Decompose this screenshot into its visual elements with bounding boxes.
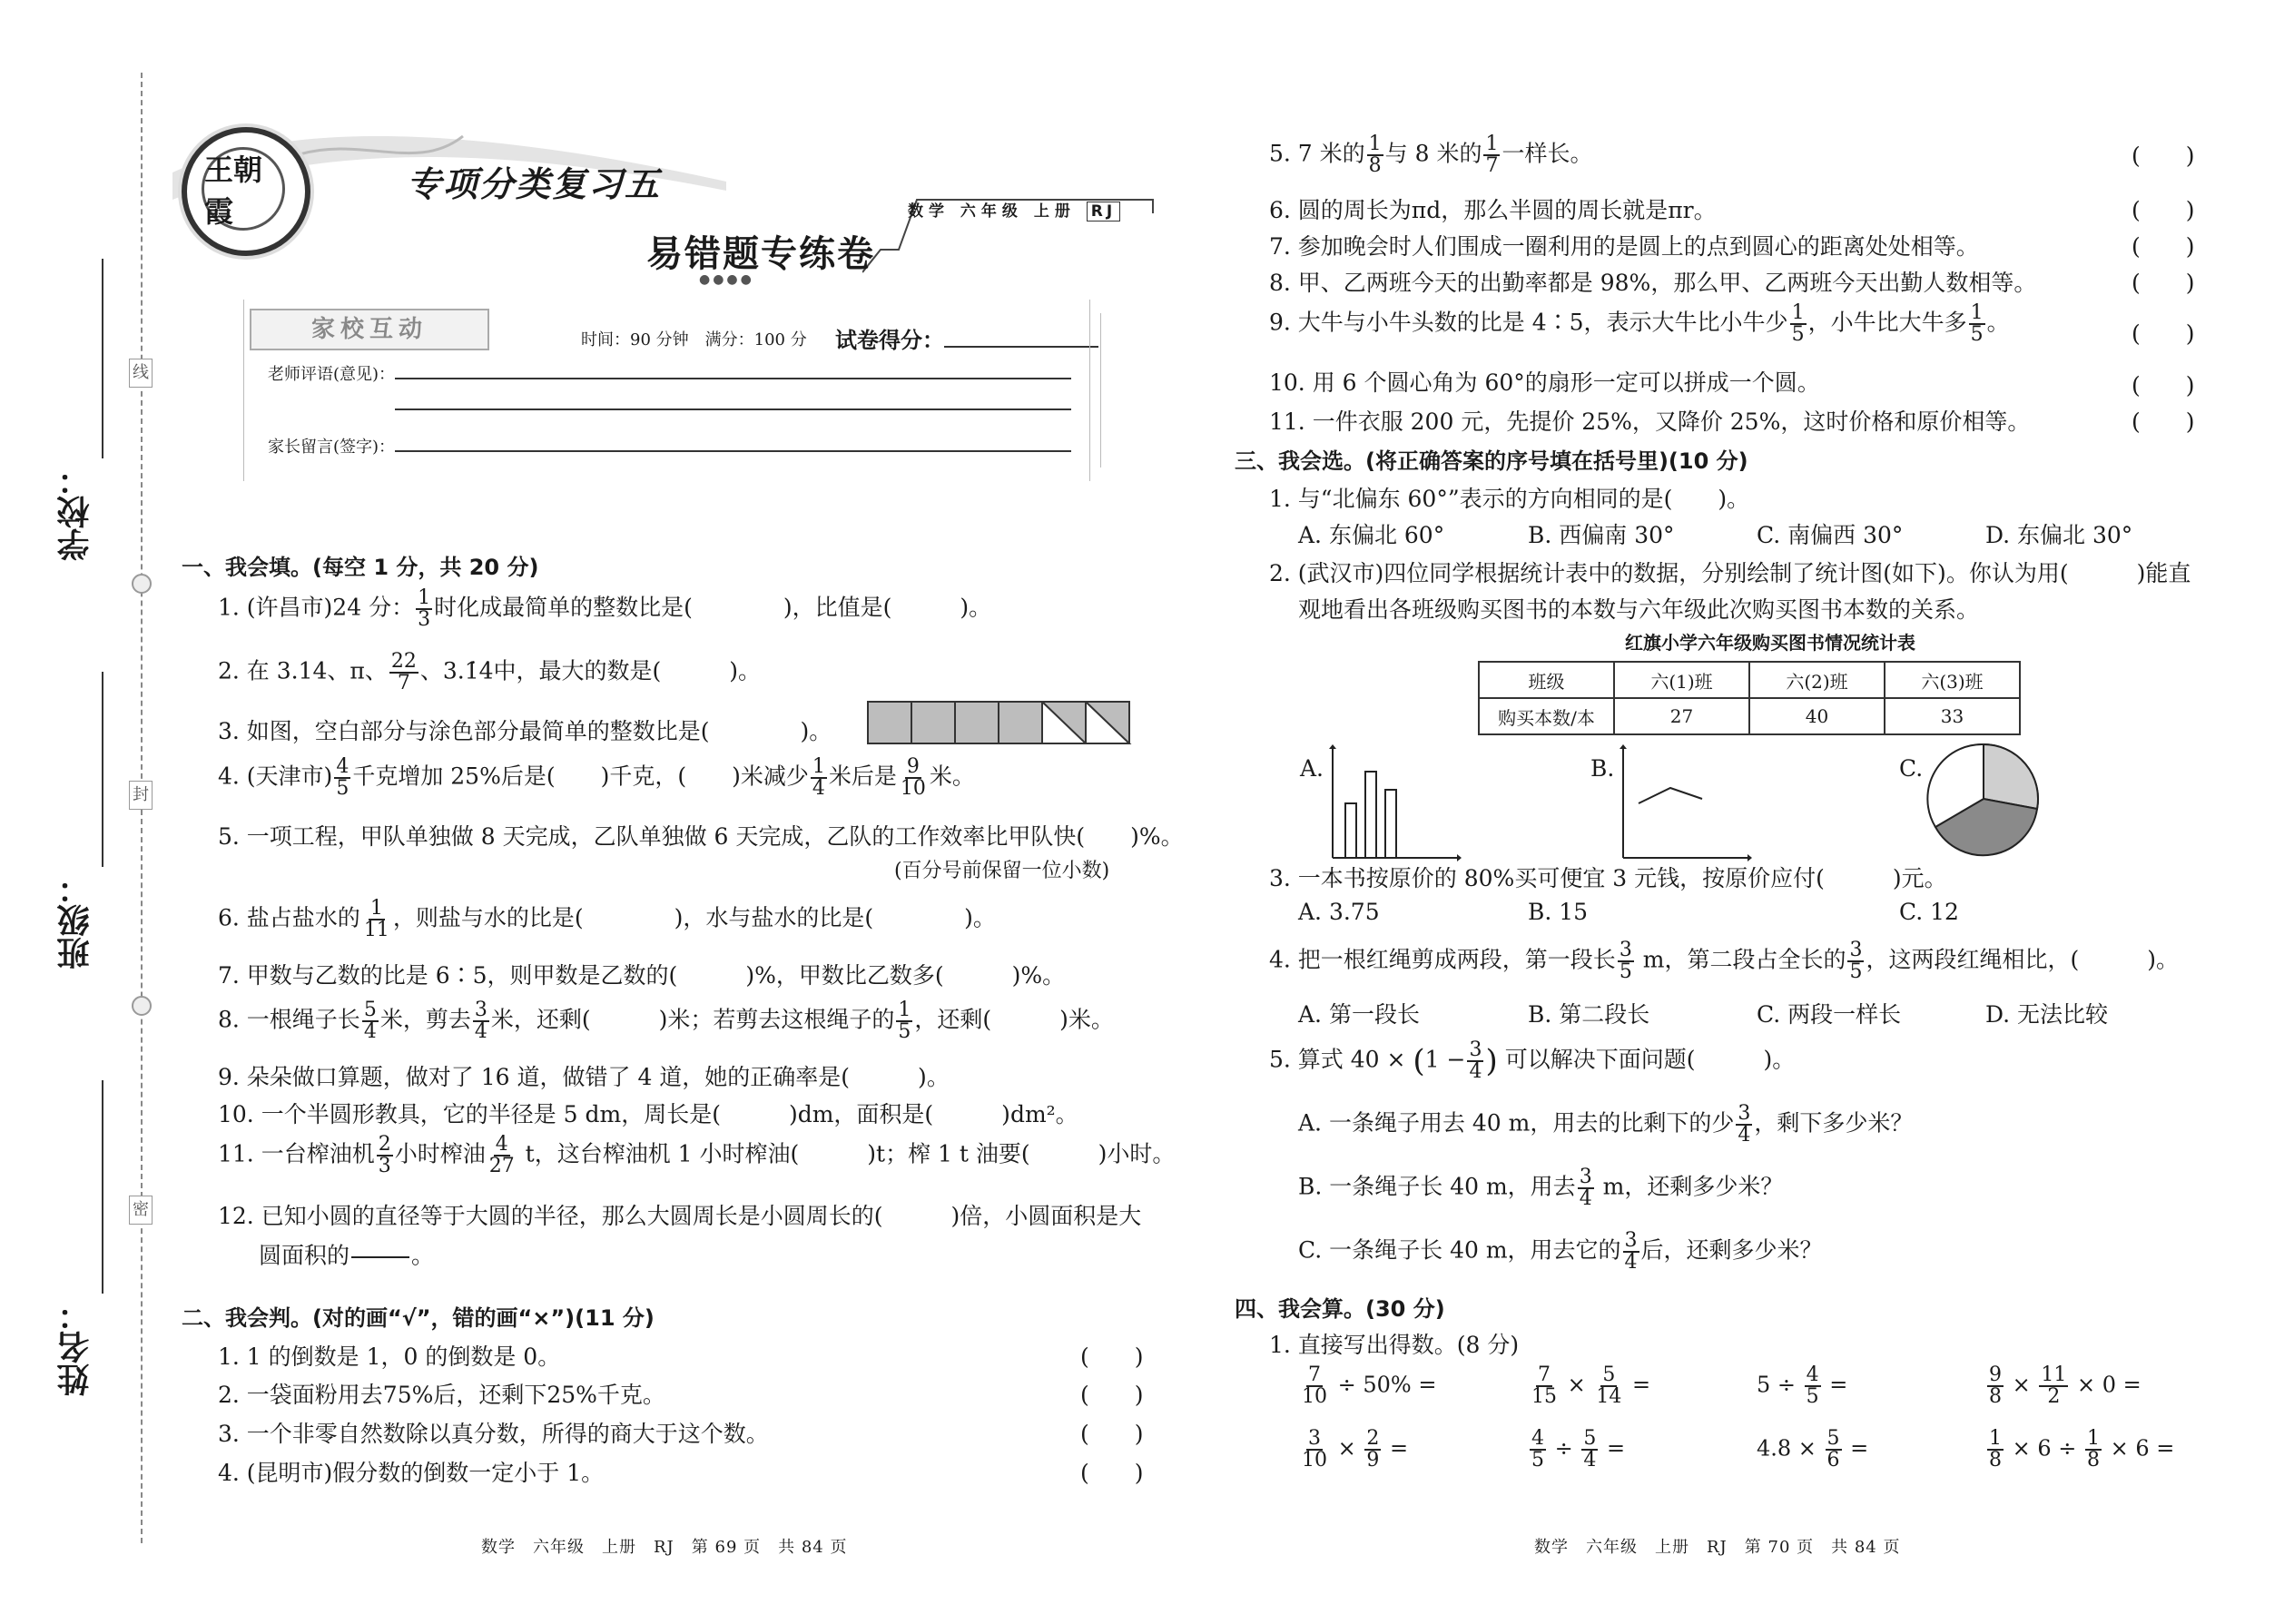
q11-num-2: 4 bbox=[495, 1133, 508, 1156]
j9-frac-2 bbox=[1969, 303, 1985, 345]
calc7-den: 6 bbox=[1826, 1449, 1840, 1471]
calc4-num-b: 11 bbox=[2041, 1363, 2067, 1386]
stat-table-row bbox=[1479, 698, 2020, 734]
q8-text-b: 米，剪去 bbox=[379, 1006, 471, 1033]
calc2-frac-b bbox=[1594, 1365, 1623, 1407]
parent-comment bbox=[268, 434, 1071, 458]
q12-text-b: 圆面积的 bbox=[259, 1242, 350, 1269]
stat-table-header bbox=[1479, 662, 2020, 698]
td-count-1: 27 bbox=[1614, 698, 1749, 734]
calc6-eq: = bbox=[1600, 1435, 1626, 1462]
c4-den-1: 5 bbox=[1619, 960, 1632, 983]
choose-q3: 3. 一本书按原价的 80%买可便宜 3 元钱，按原价应付( )元。 bbox=[1269, 865, 1947, 891]
j5-frac-2 bbox=[1483, 134, 1500, 176]
judge-q7: 7. 参加晚会时人们围成一圈利用的是圆上的点到圆心的距离处处相等。 bbox=[1269, 233, 1979, 260]
th-class: 班级 bbox=[1479, 662, 1614, 698]
class-label: 班级： bbox=[57, 871, 94, 969]
q2-text-b: 、3.1̇4̇中，最大的数是( )。 bbox=[419, 657, 762, 684]
footer-left: 数学 六年级 上册 RJ 第 69 页 共 84 页 bbox=[481, 1538, 848, 1557]
calc3-lead: 5 ÷ bbox=[1757, 1372, 1803, 1398]
judge-q1: 1. 1 的倒数是 1，0 的倒数是 0。 bbox=[218, 1343, 561, 1370]
judge-q5 bbox=[1269, 134, 1592, 176]
page-subtitle: 易错题专练卷 bbox=[646, 233, 875, 275]
judge-q6: 6. 圆的周长为πd，那么半圆的周长就是πr。 bbox=[1269, 197, 1717, 223]
calc7-frac bbox=[1826, 1429, 1842, 1471]
judge-q4-answer[interactable]: ( ) bbox=[1080, 1460, 1144, 1486]
calc8-frac-b bbox=[2085, 1429, 2102, 1471]
calc1-frac bbox=[1300, 1365, 1329, 1407]
calc4-den-a: 8 bbox=[1989, 1385, 2002, 1408]
chart-a-bar-3 bbox=[1385, 790, 1396, 858]
q4-text-d: 米。 bbox=[929, 763, 975, 790]
q8-num-3: 1 bbox=[898, 999, 911, 1021]
choose-q1: 1. 与“北偏东 60°”表示的方向相同的是( )。 bbox=[1269, 486, 1750, 512]
section-judge: 二、我会判。(对的画“√”，错的画“×”)(11 分) bbox=[182, 1305, 655, 1331]
choose-q4 bbox=[1269, 940, 2179, 982]
calc3-eq: = bbox=[1822, 1372, 1848, 1398]
q4-den-1: 5 bbox=[336, 777, 350, 800]
home-school-badge: 家校互动 bbox=[250, 309, 489, 350]
c5-den: 4 bbox=[1469, 1060, 1482, 1083]
j5-frac-1 bbox=[1367, 134, 1383, 176]
q8-text-c: 米，还剩( )米；若剪去这根绳子的 bbox=[490, 1006, 895, 1033]
calc2-eq: = bbox=[1625, 1372, 1651, 1398]
fill-q5: 5. 一项工程，甲队单独做 8 天完成，乙队单独做 6 天完成，乙队的工作效率比甲队快( )%。 bbox=[218, 823, 1184, 850]
q12-blank-fraction[interactable] bbox=[351, 1236, 409, 1278]
fill-q9: 9. 朵朵做口算题，做对了 16 道，做错了 4 道，她的正确率是( )。 bbox=[218, 1064, 950, 1090]
j9-text-a: 9. 大牛与小牛头数的比是 4∶5，表示大牛比小牛少 bbox=[1269, 309, 1788, 336]
choose-q1-opt-c[interactable]: C. 南偏西 30° bbox=[1757, 522, 1904, 548]
q11-text-b: 小时榨油 bbox=[394, 1140, 486, 1167]
q4-text-a: 4. (天津市) bbox=[218, 763, 333, 790]
q6-fraction bbox=[362, 899, 391, 940]
q4-text-b: 千克增加 25%后是( )千克，( )米减少 bbox=[352, 763, 809, 790]
c4-frac-1 bbox=[1618, 940, 1634, 982]
calc5-eq: = bbox=[1383, 1435, 1409, 1462]
c5-one-minus: 1 − bbox=[1424, 1046, 1466, 1073]
fill-q6 bbox=[218, 899, 996, 940]
chart-b-label[interactable]: B. bbox=[1590, 755, 1615, 782]
q1-text-a: 1. (许昌市)24 分： bbox=[218, 594, 415, 621]
j9-den-2: 5 bbox=[1970, 323, 1984, 346]
calc3-frac bbox=[1805, 1365, 1821, 1407]
chart-c-label[interactable]: C. bbox=[1899, 755, 1924, 782]
calc1-den: 10 bbox=[1302, 1385, 1327, 1408]
calc8-num-b: 1 bbox=[2087, 1427, 2101, 1450]
th-class-1: 六(1)班 bbox=[1614, 662, 1749, 698]
calc8-op: × 6 ÷ bbox=[2005, 1435, 2084, 1462]
score-label bbox=[835, 322, 1098, 354]
fill-q2 bbox=[218, 652, 761, 694]
grade-tag-text: 数学 六年级 上册 bbox=[908, 202, 1076, 221]
score-label-text: 试卷得分： bbox=[835, 327, 944, 353]
q11-frac-2 bbox=[487, 1135, 517, 1176]
teacher-comment-label: 老师评语(意见)： bbox=[268, 365, 396, 384]
c5b-den: 4 bbox=[1579, 1187, 1592, 1210]
c5c-text-a: C. 一条绳子长 40 m，用去它的 bbox=[1298, 1236, 1621, 1264]
calc1-op: ÷ 50% = bbox=[1331, 1372, 1437, 1398]
q4-num-2: 1 bbox=[812, 755, 825, 778]
q1-num: 1 bbox=[418, 586, 431, 609]
q4-den-3: 10 bbox=[900, 777, 926, 800]
choose-q5 bbox=[1269, 1040, 1795, 1082]
q1-fraction bbox=[416, 588, 432, 630]
chart-c-slice-1 bbox=[1984, 744, 2038, 809]
page-title: 专项分类复习五 bbox=[407, 164, 662, 204]
choose-q1-opt-b[interactable]: B. 西偏南 30° bbox=[1528, 522, 1675, 548]
stat-table bbox=[1478, 661, 2021, 735]
c4-num-1: 3 bbox=[1619, 939, 1632, 961]
calc-item-5 bbox=[1298, 1429, 1408, 1471]
section-calc: 四、我会算。(30 分) bbox=[1235, 1296, 1445, 1322]
calc6-frac-b bbox=[1581, 1429, 1598, 1471]
c5-frac bbox=[1467, 1040, 1483, 1082]
section-choose: 三、我会选。(将正确答案的序号填在括号里)(10 分) bbox=[1235, 448, 1748, 474]
j9-num-2: 1 bbox=[1970, 301, 1984, 324]
grade-tag bbox=[908, 198, 1120, 221]
binding-char-3: 密 bbox=[129, 1196, 153, 1225]
q11-den-2: 27 bbox=[488, 1155, 515, 1177]
choose-q2-line2: 观地看出各班级购买图书的本数与六年级此次购买图书本数的关系。 bbox=[1298, 596, 1980, 623]
c5-num: 3 bbox=[1469, 1038, 1482, 1061]
q8-den-2: 4 bbox=[474, 1020, 487, 1043]
stat-table-title: 红旗小学六年级购买图书情况统计表 bbox=[1625, 632, 1915, 654]
calc4-op: × bbox=[2005, 1372, 2038, 1398]
q8-frac-1 bbox=[362, 1000, 379, 1042]
calc-item-2 bbox=[1528, 1365, 1650, 1407]
c4-text-c: ，这两段红绳相比，( )。 bbox=[1866, 946, 2179, 973]
binding-hole-2 bbox=[132, 996, 152, 1016]
calc7-eq: = bbox=[1843, 1435, 1869, 1462]
calc8-tail: × 6 = bbox=[2103, 1435, 2175, 1462]
choose-q4-opt-a[interactable]: A. 第一段长 bbox=[1298, 1001, 1420, 1028]
judge-q3: 3. 一个非零自然数除以真分数，所得的商大于这个数。 bbox=[218, 1421, 769, 1447]
judge-q6-answer[interactable]: ( ) bbox=[2132, 197, 2195, 223]
calc5-num-b: 2 bbox=[1366, 1427, 1380, 1450]
c5a-text-a: A. 一条绳子用去 40 m，用去的比剩下的少 bbox=[1298, 1109, 1735, 1137]
judge-q2: 2. 一袋面粉用去75%后，还剩下25%千克。 bbox=[218, 1382, 665, 1408]
j5-text-b: 与 8 米的 bbox=[1384, 140, 1482, 167]
q8-den-3: 5 bbox=[898, 1020, 911, 1043]
school-label: 学校： bbox=[57, 463, 94, 561]
teacher-comment-line-2[interactable] bbox=[395, 408, 1071, 410]
calc-q1-title: 1. 直接写出得数。(8 分) bbox=[1269, 1332, 1520, 1358]
j5-num-1: 1 bbox=[1368, 133, 1382, 155]
q11-num-1: 2 bbox=[378, 1133, 391, 1156]
binding-char-2: 封 bbox=[129, 781, 153, 810]
q8-text-d: ，还剩( )米。 bbox=[914, 1006, 1114, 1033]
calc8-den-b: 8 bbox=[2087, 1449, 2101, 1471]
td-count-3: 33 bbox=[1885, 698, 2020, 734]
brand-logo-text: 王朝霞 bbox=[202, 147, 285, 231]
subtitle-dots-icon: ●●●● bbox=[699, 272, 754, 287]
q8-num-2: 3 bbox=[474, 999, 487, 1021]
c5c-den: 4 bbox=[1624, 1251, 1638, 1274]
q8-frac-2 bbox=[473, 1000, 489, 1042]
calc-item-8 bbox=[1985, 1429, 2174, 1471]
q8-den-1: 4 bbox=[363, 1020, 377, 1043]
frame-line-right bbox=[1089, 300, 1090, 481]
calc-item-1 bbox=[1298, 1365, 1436, 1407]
name-label: 姓名： bbox=[57, 1298, 94, 1396]
fill-q5-note: (百分号前保留一位小数) bbox=[894, 860, 1110, 882]
calc6-op: ÷ bbox=[1548, 1435, 1580, 1462]
q4-frac-3 bbox=[899, 757, 928, 799]
q2-text-a: 2. 在 3.14、π、 bbox=[218, 657, 388, 684]
calc6-den-a: 5 bbox=[1531, 1449, 1544, 1471]
q2-num: 22 bbox=[390, 650, 417, 673]
choose-q1-opt-a[interactable]: A. 东偏北 60° bbox=[1298, 522, 1445, 548]
th-class-2: 六(2)班 bbox=[1749, 662, 1885, 698]
q6-num: 1 bbox=[369, 897, 383, 920]
c5c-num: 3 bbox=[1624, 1229, 1638, 1252]
q6-text-b: ，则盐与水的比是( )，水与盐水的比是( )。 bbox=[392, 904, 996, 931]
calc-item-4 bbox=[1985, 1365, 2141, 1407]
j9-text-b: ，小牛比大牛多 bbox=[1807, 309, 1967, 336]
judge-q1-answer[interactable]: ( ) bbox=[1080, 1343, 1144, 1370]
fill-q12-line2: 圆面积的 。 bbox=[259, 1236, 434, 1278]
frame-line-right-2 bbox=[1100, 313, 1101, 468]
judge-q8: 8. 甲、乙两班今天的出勤率都是 98%，那么甲、乙两班今天出勤人数相等。 bbox=[1269, 270, 2037, 296]
fill-q12-line1: 12. 已知小圆的直径等于大圆的半径，那么大圆周长是小圆周长的( )倍，小圆面积是大 bbox=[218, 1203, 1142, 1229]
q4-den-2: 4 bbox=[812, 777, 825, 800]
td-count-2: 40 bbox=[1749, 698, 1885, 734]
c4-den-2: 5 bbox=[1849, 960, 1863, 983]
judge-q4: 4. (昆明市)假分数的倒数一定小于 1。 bbox=[218, 1460, 605, 1486]
shaded-strip-diagram bbox=[867, 701, 1135, 746]
choose-q4-opt-b[interactable]: B. 第二段长 bbox=[1528, 1001, 1650, 1028]
c5-text-b: 可以解决下面问题( )。 bbox=[1504, 1046, 1796, 1073]
calc4-den-b: 2 bbox=[2047, 1385, 2061, 1408]
calc6-num-a: 4 bbox=[1531, 1427, 1544, 1450]
q11-text-c: t，这台榨油机 1 小时榨油( )t；榨 1 t 油要( )小时。 bbox=[517, 1140, 1176, 1167]
calc6-den-b: 4 bbox=[1583, 1449, 1597, 1471]
exam-time-info: 时间：90 分钟 满分：100 分 bbox=[581, 330, 807, 349]
c4-frac-2 bbox=[1847, 940, 1864, 982]
fill-q3: 3. 如图，空白部分与涂色部分最简单的整数比是( )。 bbox=[218, 718, 832, 744]
j5-text-c: 一样长。 bbox=[1501, 140, 1593, 167]
name-field[interactable] bbox=[102, 1080, 103, 1294]
calc4-num-a: 9 bbox=[1989, 1363, 2002, 1386]
chart-a-bar-1 bbox=[1345, 803, 1356, 858]
fill-q7: 7. 甲数与乙数的比是 6∶5，则甲数是乙数的( )%，甲数比乙数多( )%。 bbox=[218, 962, 1066, 989]
calc-item-6 bbox=[1528, 1429, 1625, 1471]
c5a-num: 3 bbox=[1738, 1102, 1751, 1125]
judge-q11-answer[interactable]: ( ) bbox=[2132, 408, 2195, 435]
choose-q3-opt-a[interactable]: A. 3.75 bbox=[1298, 899, 1380, 925]
q1-text-b: 时化成最简单的整数比是( )，比值是( )。 bbox=[434, 594, 992, 621]
calc4-frac-a bbox=[1987, 1365, 2004, 1407]
q4-frac-1 bbox=[334, 757, 350, 799]
c5a-frac bbox=[1736, 1104, 1752, 1146]
c4-text-b: m，第二段占全长的 bbox=[1635, 946, 1846, 973]
q2-fraction bbox=[389, 652, 418, 694]
choose-q3-opt-c[interactable]: C. 12 bbox=[1899, 899, 1959, 925]
q4-num-3: 9 bbox=[906, 755, 920, 778]
judge-q3-answer[interactable]: ( ) bbox=[1080, 1421, 1144, 1447]
judge-q2-answer[interactable]: ( ) bbox=[1080, 1382, 1144, 1408]
j9-text-c: 。 bbox=[1986, 309, 2010, 336]
calc5-den-a: 10 bbox=[1302, 1449, 1327, 1471]
q8-text-a: 8. 一根绳子长 bbox=[218, 1006, 360, 1033]
chart-b-series bbox=[1639, 788, 1702, 803]
binding-hole-1 bbox=[132, 574, 152, 594]
judge-q9 bbox=[1269, 303, 2010, 345]
j5-num-2: 1 bbox=[1485, 133, 1499, 155]
judge-q10: 10. 用 6 个圆心角为 60°的扇形一定可以拼成一个圆。 bbox=[1269, 369, 1820, 396]
parent-comment-field[interactable] bbox=[395, 450, 1071, 452]
chart-a-bar-2 bbox=[1365, 772, 1376, 858]
calc3-num: 4 bbox=[1806, 1363, 1819, 1386]
calc8-den-a: 8 bbox=[1989, 1449, 2002, 1471]
footer-right: 数学 六年级 上册 RJ 第 70 页 共 84 页 bbox=[1534, 1538, 1901, 1557]
q2-den: 7 bbox=[397, 672, 410, 694]
fill-q10: 10. 一个半圆形教具，它的半径是 5 dm，周长是( )dm，面积是( )dm²。 bbox=[218, 1101, 1078, 1127]
fill-q1 bbox=[218, 588, 991, 630]
judge-q7-answer[interactable]: ( ) bbox=[2132, 233, 2195, 260]
c5-text-a: 5. 算式 40 × bbox=[1269, 1046, 1406, 1073]
chart-c-pie bbox=[1925, 740, 2043, 858]
rj-tag: RJ bbox=[1087, 202, 1120, 221]
parent-comment-label: 家长留言(签字)： bbox=[268, 438, 396, 457]
calc2-frac-a bbox=[1530, 1365, 1559, 1407]
choose-q4-opt-d[interactable]: D. 无法比较 bbox=[1985, 1001, 2109, 1028]
q1-den: 3 bbox=[418, 608, 431, 631]
j9-den-1: 5 bbox=[1791, 323, 1805, 346]
c5b-text-b: m，还剩多少米？ bbox=[1595, 1173, 1784, 1200]
judge-q11: 11. 一件衣服 200 元，先提价 25%，又降价 25%，这时价格和原价相等。 bbox=[1269, 408, 2031, 435]
j5-text-a: 5. 7 米的 bbox=[1269, 140, 1365, 167]
q11-frac-1 bbox=[377, 1135, 393, 1176]
c5b-frac bbox=[1578, 1167, 1594, 1209]
calc6-num-b: 5 bbox=[1583, 1427, 1597, 1450]
q8-num-1: 5 bbox=[363, 999, 377, 1021]
choose-q2-line1: 2. (武汉市)四位同学根据统计表中的数据，分别绘制了统计图(如下)。你认为用( )能直 bbox=[1269, 560, 2191, 586]
c5c-text-b: 后，还剩多少米？ bbox=[1640, 1236, 1823, 1264]
choose-q5-opt-b[interactable] bbox=[1298, 1167, 1783, 1209]
class-field[interactable] bbox=[102, 672, 103, 867]
q8-frac-3 bbox=[896, 1000, 912, 1042]
chart-a-bar bbox=[1325, 744, 1462, 862]
calc1-num: 7 bbox=[1308, 1363, 1321, 1386]
calc7-lead: 4.8 × bbox=[1757, 1435, 1824, 1462]
judge-q10-answer[interactable]: ( ) bbox=[2132, 372, 2195, 399]
calc2-op: × bbox=[1561, 1372, 1593, 1398]
fill-q4 bbox=[218, 757, 975, 799]
c5-paren-open: ( bbox=[1413, 1043, 1425, 1079]
choose-q4-opt-c[interactable]: C. 两段一样长 bbox=[1757, 1001, 1902, 1028]
calc5-frac-a bbox=[1300, 1429, 1329, 1471]
calc5-op: × bbox=[1331, 1435, 1364, 1462]
j9-num-1: 1 bbox=[1791, 301, 1805, 324]
q4-text-c: 米后是 bbox=[828, 763, 897, 790]
choose-q1-opt-d[interactable]: D. 东偏北 30° bbox=[1985, 522, 2133, 548]
q4-num-1: 4 bbox=[336, 755, 350, 778]
j5-den-1: 8 bbox=[1368, 154, 1382, 177]
j9-frac-1 bbox=[1790, 303, 1807, 345]
teacher-comment bbox=[268, 361, 1071, 385]
calc5-frac-b bbox=[1364, 1429, 1381, 1471]
calc2-den-a: 15 bbox=[1531, 1385, 1557, 1408]
calc5-num-a: 3 bbox=[1308, 1427, 1321, 1450]
c5b-num: 3 bbox=[1579, 1166, 1592, 1188]
c5a-text-b: ，剩下多少米？ bbox=[1754, 1109, 1914, 1137]
teacher-comment-field[interactable] bbox=[395, 378, 1071, 379]
calc-item-3 bbox=[1757, 1365, 1847, 1407]
calc6-frac-a bbox=[1530, 1429, 1546, 1471]
calc-item-7 bbox=[1757, 1429, 1868, 1471]
frame-line-left bbox=[243, 300, 244, 481]
choose-q3-opt-b[interactable]: B. 15 bbox=[1528, 899, 1589, 925]
calc2-den-b: 14 bbox=[1596, 1385, 1622, 1408]
judge-q5-answer[interactable]: ( ) bbox=[2132, 143, 2195, 169]
c5c-frac bbox=[1623, 1231, 1639, 1273]
calc2-num-b: 5 bbox=[1602, 1363, 1616, 1386]
fill-q11 bbox=[218, 1135, 1175, 1176]
q6-text-a: 6. 盐占盐水的 bbox=[218, 904, 360, 931]
brand-logo bbox=[182, 127, 310, 256]
c5a-den: 4 bbox=[1738, 1124, 1751, 1147]
c4-num-2: 3 bbox=[1849, 939, 1863, 961]
c5b-text-a: B. 一条绳子长 40 m，用去 bbox=[1298, 1173, 1576, 1200]
j5-den-2: 7 bbox=[1485, 154, 1499, 177]
calc3-den: 5 bbox=[1806, 1385, 1819, 1408]
c5-paren-close: ) bbox=[1485, 1043, 1498, 1079]
calc8-num-a: 1 bbox=[1989, 1427, 2002, 1450]
fill-q8 bbox=[218, 1000, 1114, 1042]
chart-b-line bbox=[1616, 744, 1752, 862]
school-field[interactable] bbox=[102, 259, 103, 458]
q11-text-a: 11. 一台榨油机 bbox=[218, 1140, 375, 1167]
judge-q8-answer[interactable]: ( ) bbox=[2132, 270, 2195, 296]
td-count-label: 购买本数/本 bbox=[1479, 698, 1614, 734]
calc4-frac-b bbox=[2039, 1365, 2068, 1407]
calc2-num-a: 7 bbox=[1538, 1363, 1551, 1386]
section-fill: 一、我会填。(每空 1 分，共 20 分) bbox=[182, 555, 539, 580]
judge-q9-answer[interactable]: ( ) bbox=[2132, 320, 2195, 347]
calc4-tail: × 0 = bbox=[2070, 1372, 2141, 1398]
q11-den-1: 3 bbox=[378, 1155, 391, 1177]
calc5-den-b: 9 bbox=[1366, 1449, 1380, 1471]
choose-q5-opt-c[interactable] bbox=[1298, 1231, 1823, 1273]
chart-a-label[interactable]: A. bbox=[1300, 755, 1324, 782]
c4-text-a: 4. 把一根红绳剪成两段，第一段长 bbox=[1269, 946, 1616, 973]
q6-den: 11 bbox=[363, 919, 389, 941]
calc8-frac-a bbox=[1987, 1429, 2004, 1471]
th-class-3: 六(3)班 bbox=[1885, 662, 2020, 698]
q4-frac-2 bbox=[811, 757, 827, 799]
choose-q5-opt-a[interactable] bbox=[1298, 1104, 1913, 1146]
binding-char-1: 线 bbox=[129, 359, 153, 388]
calc7-num: 5 bbox=[1826, 1427, 1840, 1450]
score-field[interactable] bbox=[944, 346, 1098, 348]
